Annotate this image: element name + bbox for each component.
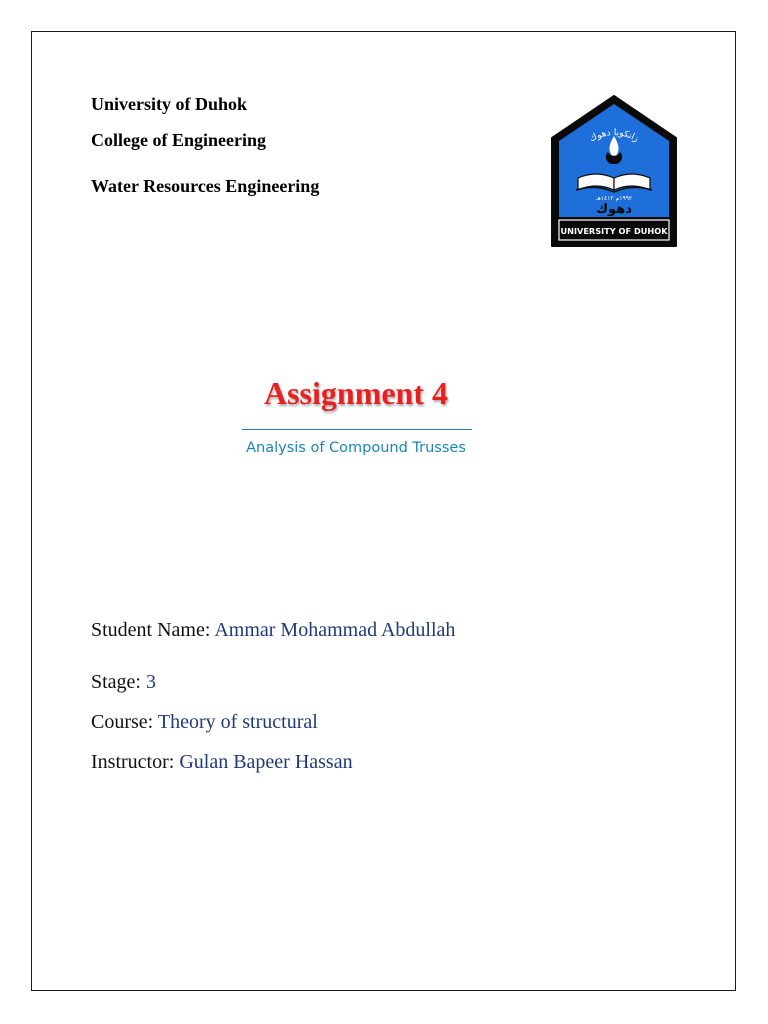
university-name: University of Duhok <box>91 94 248 114</box>
assignment-subtitle: Analysis of Compound Trusses <box>246 440 466 456</box>
student-name-row <box>91 619 455 642</box>
logo-arabic-name: دهوك <box>596 202 632 217</box>
student-name-value: Ammar Mohammad Abdullah <box>214 619 456 641</box>
course-value: Theory of structural <box>157 711 318 733</box>
course-row <box>91 711 318 734</box>
logo-year-text: ١٩٩٢م ١٤١٢هـ <box>595 195 633 202</box>
assignment-title: Assignment 4 <box>263 375 448 411</box>
department-name: Water Resources Engineering <box>91 176 320 196</box>
stage-value: 3 <box>146 671 156 693</box>
logo-banner-text: UNIVERSITY OF DUHOK <box>560 226 668 236</box>
stage-row <box>91 671 156 694</box>
course-label: Course: <box>91 711 158 733</box>
instructor-label: Instructor: <box>91 751 180 773</box>
instructor-row <box>91 751 353 774</box>
university-logo <box>548 94 680 250</box>
logo-arc-text: زانكويا دهوك <box>588 127 641 145</box>
stage-label: Stage: <box>91 671 146 693</box>
college-name: College of Engineering <box>91 130 266 150</box>
title-underline <box>242 429 472 430</box>
student-name-label: Student Name: <box>91 619 215 641</box>
instructor-value: Gulan Bapeer Hassan <box>179 751 353 773</box>
